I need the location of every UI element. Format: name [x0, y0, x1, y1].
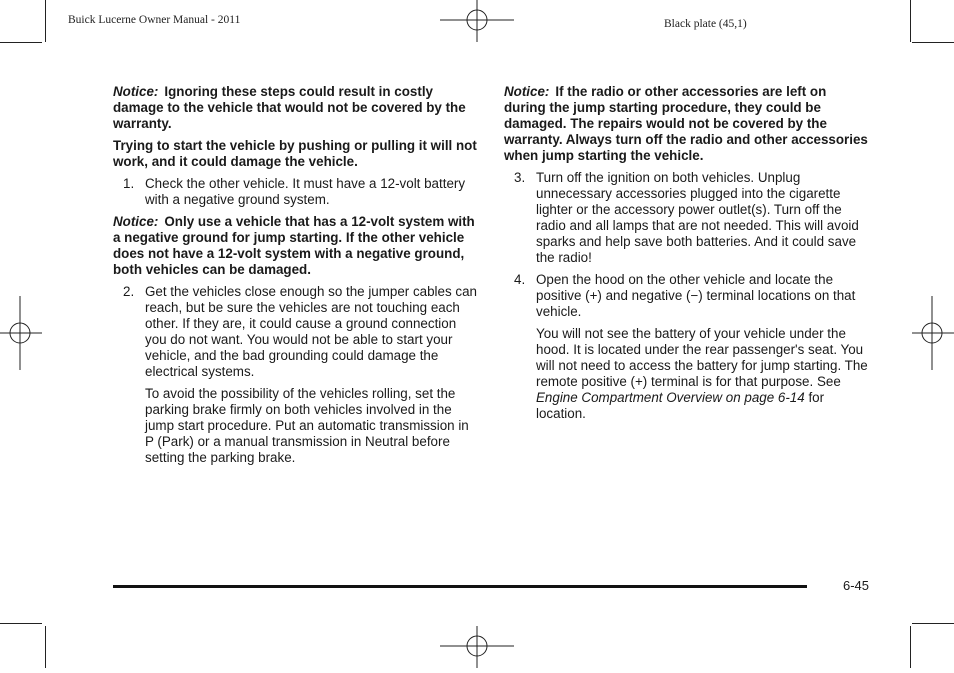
list-item-text: Open the hood on the other vehicle and locate the positive (+) and negative (−) terminal locations on that vehicle.: [536, 272, 856, 319]
notice-paragraph: [113, 214, 481, 278]
list-item-number: 1.: [123, 176, 135, 191]
header-title: Buick Lucerne Owner Manual - 2011: [68, 14, 241, 26]
notice-label: Notice:: [504, 84, 550, 99]
subparagraph-tail: for location.: [536, 390, 825, 421]
page-number: 6-45: [843, 578, 870, 593]
header-plate: Black plate (45,1): [664, 18, 747, 30]
list-item: [113, 176, 481, 208]
cross-reference-link[interactable]: Engine Compartment Overview on page 6-14: [536, 390, 805, 405]
notice-text: If the radio or other accessories are left on during the jump starting procedure, they could be damaged. The repairs would not be covered by the warranty. Always turn off the radio and other accessories when jump starting the vehicle.: [504, 84, 868, 163]
left-column: [113, 84, 481, 472]
notice-text: Ignoring these steps could result in costly damage to the vehicle that would not be covered by the warranty.: [113, 84, 466, 131]
crop-mark: [0, 623, 42, 624]
list-item-subparagraph: To avoid the possibility of the vehicles rolling, set the parking brake firmly on both vehicles involved in the jump start procedure. Put an automatic transmission in P (Park) or a manual transmission in Neutral before setting the parking brake.: [145, 386, 469, 465]
subparagraph-text: You will not see the battery of your vehicle under the hood. It is located under the rear passenger's seat. You will not need to access the battery for jump starting. The remote positive (+) terminal is for that purpose. See: [536, 326, 868, 389]
crop-mark: [910, 626, 911, 668]
list-item-text: Get the vehicles close enough so the jumper cables can reach, but be sure the vehicles are not touching each other. If they are, it could cause a ground connection you do not want. You would not be able to start your vehicle, and the bad grounding could damage the electrical systems.: [145, 284, 477, 379]
footer-rule: [113, 585, 807, 588]
list-item: [113, 284, 481, 380]
crop-mark: [0, 42, 42, 43]
crop-mark: [912, 623, 954, 624]
registration-mark-top: [440, 0, 514, 44]
notice-text: Only use a vehicle that has a 12-volt system with a negative ground for jump starting. If the other vehicle does not have a 12-volt system with a negative ground, both vehicles can be damaged.: [113, 214, 475, 277]
notice-paragraph: [113, 84, 481, 132]
crop-mark: [45, 626, 46, 668]
list-item-text: Check the other vehicle. It must have a 12-volt battery with a negative ground system.: [145, 176, 466, 207]
registration-mark-left: [0, 296, 42, 370]
list-item-number: 4.: [514, 272, 526, 287]
crop-mark: [45, 0, 46, 42]
right-column: [504, 84, 868, 428]
list-item-subparagraph: [504, 326, 868, 422]
warning-paragraph: Trying to start the vehicle by pushing or pulling it will not work, and it could damage the vehicle.: [113, 138, 477, 169]
list-item-number: 2.: [123, 284, 135, 299]
list-item: [504, 272, 868, 320]
registration-mark-bottom: [440, 626, 514, 668]
list-item-number: 3.: [514, 170, 526, 185]
registration-mark-right: [912, 296, 954, 370]
crop-mark: [912, 42, 954, 43]
list-item: [504, 170, 868, 266]
notice-label: Notice:: [113, 84, 159, 99]
list-item-text: Turn off the ignition on both vehicles. Unplug unnecessary accessories plugged into the cigarette lighter or the accessory power outlet(s). Turn off the radio and all lamps that are not needed. This will avoid sparks and help save both batteries. And it could save the radio!: [536, 170, 859, 265]
notice-label: Notice:: [113, 214, 159, 229]
crop-mark: [910, 0, 911, 42]
notice-paragraph: [504, 84, 868, 164]
